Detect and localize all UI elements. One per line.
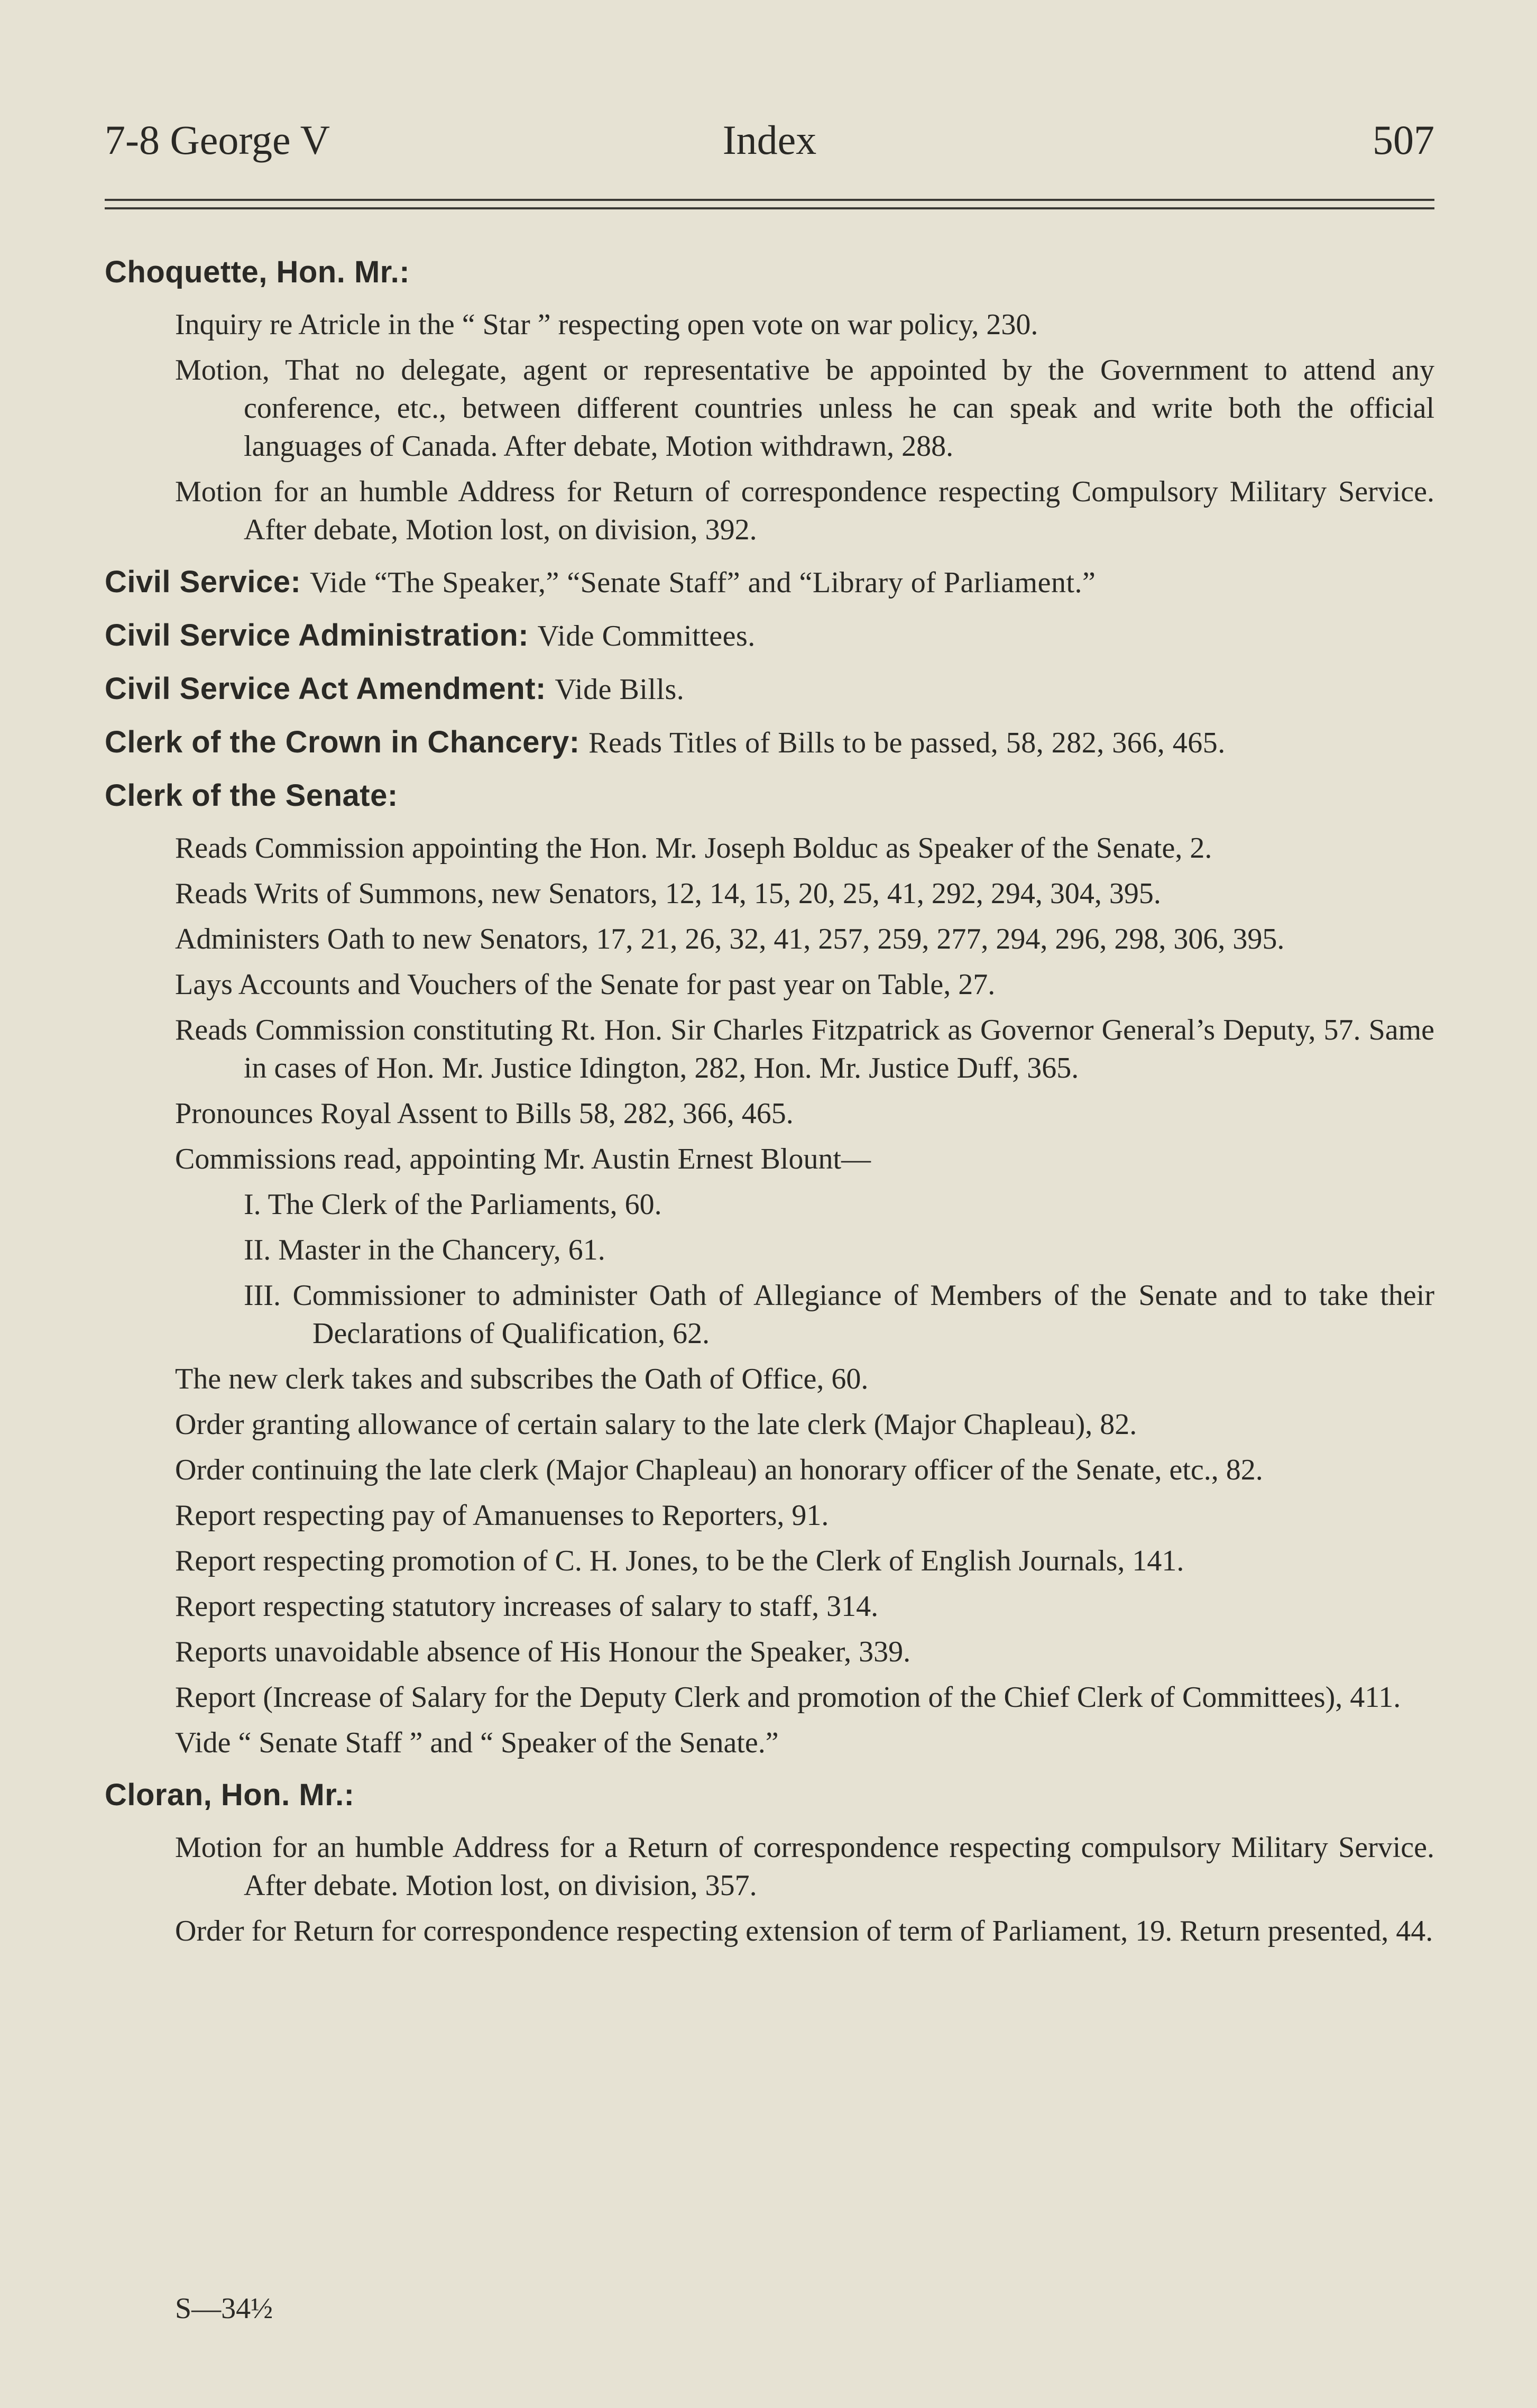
index-entry: Reads Commission appointing the Hon. Mr. Joseph Bolduc as Speaker of the Senate, 2. bbox=[175, 832, 1212, 865]
index-entry: Motion for an humble Address for a Return of correspondence respecting compulsory Military Service. After debate. Motion lost, on division, 357. bbox=[175, 1831, 1434, 1902]
index-heading: Civil Service Act Amendment: bbox=[105, 672, 546, 706]
index-heading-line bbox=[105, 616, 1434, 656]
index-subentry: II. Master in the Chancery, 61. bbox=[244, 1234, 605, 1266]
index-heading: Clerk of the Senate: bbox=[105, 778, 398, 813]
header-volume: 7-8 George V bbox=[105, 117, 330, 163]
header-double-rule bbox=[105, 199, 1434, 209]
index-body bbox=[105, 239, 1434, 1957]
index-heading: Clerk of the Crown in Chancery: bbox=[105, 725, 580, 759]
index-entry: Inquiry re Atricle in the “ Star ” respecting open vote on war policy, 230. bbox=[175, 308, 1038, 341]
index-entry: Reports unavoidable absence of His Honour the Speaker, 339. bbox=[175, 1635, 911, 1668]
page-number: 507 bbox=[1373, 117, 1434, 163]
index-heading: Civil Service Administration: bbox=[105, 618, 529, 652]
index-subentry: III. Commissioner to administer Oath of Allegiance of Members of the Senate and to take their Declarations of Qualification, 62. bbox=[244, 1279, 1434, 1350]
index-entry: Order for Return for correspondence respecting extension of term of Parliament, 19. Return presented, 44. bbox=[175, 1915, 1433, 1947]
index-entry: Motion, That no delegate, agent or representative be appointed by the Government to attend any conference, etc., between different countries unless he can speak and write both the official languages of Canada. After debate, Motion withdrawn, 288. bbox=[175, 354, 1434, 463]
index-entry: Report (Increase of Salary for the Deputy Clerk and promotion of the Chief Clerk of Committees), 411. bbox=[175, 1681, 1401, 1714]
index-entry: Commissions read, appointing Mr. Austin Ernest Blount— bbox=[175, 1143, 871, 1175]
index-entry: Report respecting pay of Amanuenses to Reporters, 91. bbox=[175, 1499, 829, 1532]
index-entry: Administers Oath to new Senators, 17, 21, 26, 32, 41, 257, 259, 277, 294, 296, 298, 306, 395. bbox=[175, 923, 1285, 955]
index-heading: Cloran, Hon. Mr.: bbox=[105, 1778, 355, 1812]
index-heading: Civil Service: bbox=[105, 565, 301, 599]
index-heading-desc: Reads Titles of Bills to be passed, 58, 282, 366, 465. bbox=[588, 727, 1226, 759]
header-title: Index bbox=[722, 117, 817, 163]
index-entry: Pronounces Royal Assent to Bills 58, 282, 366, 465. bbox=[175, 1097, 794, 1130]
index-heading-desc: Vide Bills. bbox=[555, 673, 685, 706]
running-header bbox=[105, 111, 1434, 169]
index-heading-line bbox=[105, 723, 1434, 762]
index-entry: Lays Accounts and Vouchers of the Senate for past year on Table, 27. bbox=[175, 968, 996, 1001]
index-entry: Reads Commission constituting Rt. Hon. Sir Charles Fitzpatrick as Governor General’s Deputy, 57. Same in cases of Hon. Mr. Justice Idington, 282, Hon. Mr. Justice Duff, 365. bbox=[175, 1014, 1434, 1084]
index-heading-desc: Vide Committees. bbox=[537, 620, 756, 652]
index-entry: The new clerk takes and subscribes the Oath of Office, 60. bbox=[175, 1363, 869, 1395]
index-heading: Choquette, Hon. Mr.: bbox=[105, 255, 410, 289]
index-entry: Vide “ Senate Staff ” and “ Speaker of the Senate.” bbox=[175, 1726, 779, 1759]
index-entry: Reads Writs of Summons, new Senators, 12, 14, 15, 20, 25, 41, 292, 294, 304, 395. bbox=[175, 877, 1161, 910]
signature-mark: S—34½ bbox=[175, 2292, 273, 2325]
index-heading-line bbox=[105, 669, 1434, 709]
index-entry: Motion for an humble Address for Return of correspondence respecting Compulsory Military Service. After debate, Motion lost, on division, 392. bbox=[175, 475, 1434, 546]
index-entry: Order continuing the late clerk (Major Chapleau) an honorary officer of the Senate, etc., 82. bbox=[175, 1454, 1263, 1486]
index-subentry: I. The Clerk of the Parliaments, 60. bbox=[244, 1188, 662, 1221]
index-entry: Report respecting promotion of C. H. Jones, to be the Clerk of English Journals, 141. bbox=[175, 1545, 1184, 1577]
index-heading-desc: Vide “The Speaker,” “Senate Staff” and “Library of Parliament.” bbox=[309, 566, 1096, 599]
index-entry: Report respecting statutory increases of salary to staff, 314. bbox=[175, 1590, 879, 1623]
index-heading-line bbox=[105, 563, 1434, 602]
index-entry: Order granting allowance of certain salary to the late clerk (Major Chapleau), 82. bbox=[175, 1408, 1137, 1441]
